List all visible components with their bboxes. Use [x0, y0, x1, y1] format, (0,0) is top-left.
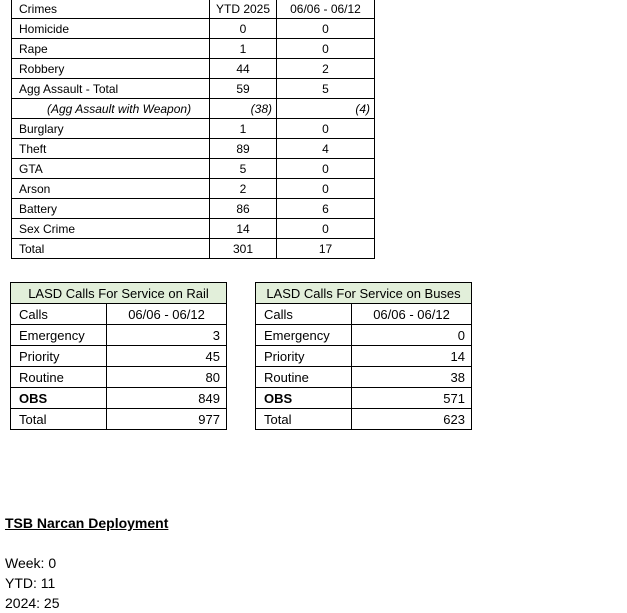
- table-row-total: [12, 239, 375, 259]
- call-type: Priority: [11, 346, 107, 367]
- crime-ytd: (38): [210, 99, 277, 119]
- bus-calls-table: [255, 282, 472, 430]
- narcan-section: [5, 513, 168, 613]
- bus-calls-title: LASD Calls For Service on Buses: [256, 283, 472, 304]
- crime-name: Agg Assault - Total: [12, 79, 210, 99]
- crimes-header-row: [12, 0, 375, 19]
- header-crimes: Crimes: [12, 0, 210, 19]
- crime-week: (4): [277, 99, 375, 119]
- table-row: [256, 388, 472, 409]
- crime-name: (Agg Assault with Weapon): [12, 99, 210, 119]
- table-row: [256, 346, 472, 367]
- call-type: Routine: [256, 367, 352, 388]
- crime-week: 6: [277, 199, 375, 219]
- crime-ytd: 2: [210, 179, 277, 199]
- crime-week: 5: [277, 79, 375, 99]
- crime-ytd: 301: [210, 239, 277, 259]
- table-title-row: [256, 283, 472, 304]
- table-row: [11, 388, 227, 409]
- crime-week: 0: [277, 219, 375, 239]
- crime-ytd: 86: [210, 199, 277, 219]
- crime-week: 2: [277, 59, 375, 79]
- table-row: [11, 325, 227, 346]
- call-count: 0: [352, 325, 472, 346]
- header-week: 06/06 - 06/12: [277, 0, 375, 19]
- crime-week: 0: [277, 39, 375, 59]
- header-calls: Calls: [11, 304, 107, 325]
- call-type: Emergency: [256, 325, 352, 346]
- crime-name: Battery: [12, 199, 210, 219]
- table-row: [12, 59, 375, 79]
- crime-week: 17: [277, 239, 375, 259]
- call-type: OBS: [256, 388, 352, 409]
- call-count: 14: [352, 346, 472, 367]
- spacer: [5, 533, 168, 553]
- crime-name: Robbery: [12, 59, 210, 79]
- crimes-table: [11, 0, 375, 259]
- crime-name: Theft: [12, 139, 210, 159]
- table-row: [11, 346, 227, 367]
- call-count: 3: [107, 325, 227, 346]
- call-count: 571: [352, 388, 472, 409]
- table-row-subtotal: [12, 99, 375, 119]
- table-header-row: [256, 304, 472, 325]
- call-type: Total: [256, 409, 352, 430]
- table-row: [12, 219, 375, 239]
- crime-week: 4: [277, 139, 375, 159]
- table-row: [12, 119, 375, 139]
- crime-name: Arson: [12, 179, 210, 199]
- crime-ytd: 1: [210, 119, 277, 139]
- call-count: 849: [107, 388, 227, 409]
- call-type: Routine: [11, 367, 107, 388]
- table-row: [12, 199, 375, 219]
- call-type: Priority: [256, 346, 352, 367]
- call-count: 80: [107, 367, 227, 388]
- rail-calls-title: LASD Calls For Service on Rail: [11, 283, 227, 304]
- header-ytd: YTD 2025: [210, 0, 277, 19]
- table-row: [12, 139, 375, 159]
- table-row: [12, 159, 375, 179]
- crime-name: Homicide: [12, 19, 210, 39]
- narcan-week: Week: 0: [5, 555, 57, 571]
- narcan-ytd: YTD: 11: [5, 575, 56, 591]
- crime-name: GTA: [12, 159, 210, 179]
- crime-ytd: 59: [210, 79, 277, 99]
- call-type: Total: [11, 409, 107, 430]
- table-row: [256, 325, 472, 346]
- crime-ytd: 1: [210, 39, 277, 59]
- table-row: [12, 79, 375, 99]
- table-row-total: [256, 409, 472, 430]
- crime-ytd: 44: [210, 59, 277, 79]
- crime-week: 0: [277, 119, 375, 139]
- call-count: 623: [352, 409, 472, 430]
- table-row: [12, 39, 375, 59]
- rail-calls-table: [10, 282, 227, 430]
- header-week: 06/06 - 06/12: [107, 304, 227, 325]
- crime-name: Burglary: [12, 119, 210, 139]
- table-header-row: [11, 304, 227, 325]
- crime-ytd: 14: [210, 219, 277, 239]
- table-row: [11, 367, 227, 388]
- header-calls: Calls: [256, 304, 352, 325]
- call-count: 45: [107, 346, 227, 367]
- table-title-row: [11, 283, 227, 304]
- header-week: 06/06 - 06/12: [352, 304, 472, 325]
- table-row: [12, 179, 375, 199]
- crime-name: Sex Crime: [12, 219, 210, 239]
- table-row: [256, 367, 472, 388]
- crime-ytd: 5: [210, 159, 277, 179]
- call-type: Emergency: [11, 325, 107, 346]
- call-count: 977: [107, 409, 227, 430]
- crime-name: Total: [12, 239, 210, 259]
- crime-name: Rape: [12, 39, 210, 59]
- table-row-total: [11, 409, 227, 430]
- crime-ytd: 89: [210, 139, 277, 159]
- crime-week: 0: [277, 159, 375, 179]
- crime-week: 0: [277, 179, 375, 199]
- narcan-title: TSB Narcan Deployment: [5, 515, 169, 531]
- call-type: OBS: [11, 388, 107, 409]
- narcan-2024: 2024: 25: [5, 595, 60, 611]
- crime-week: 0: [277, 19, 375, 39]
- table-row: [12, 19, 375, 39]
- call-count: 38: [352, 367, 472, 388]
- crime-ytd: 0: [210, 19, 277, 39]
